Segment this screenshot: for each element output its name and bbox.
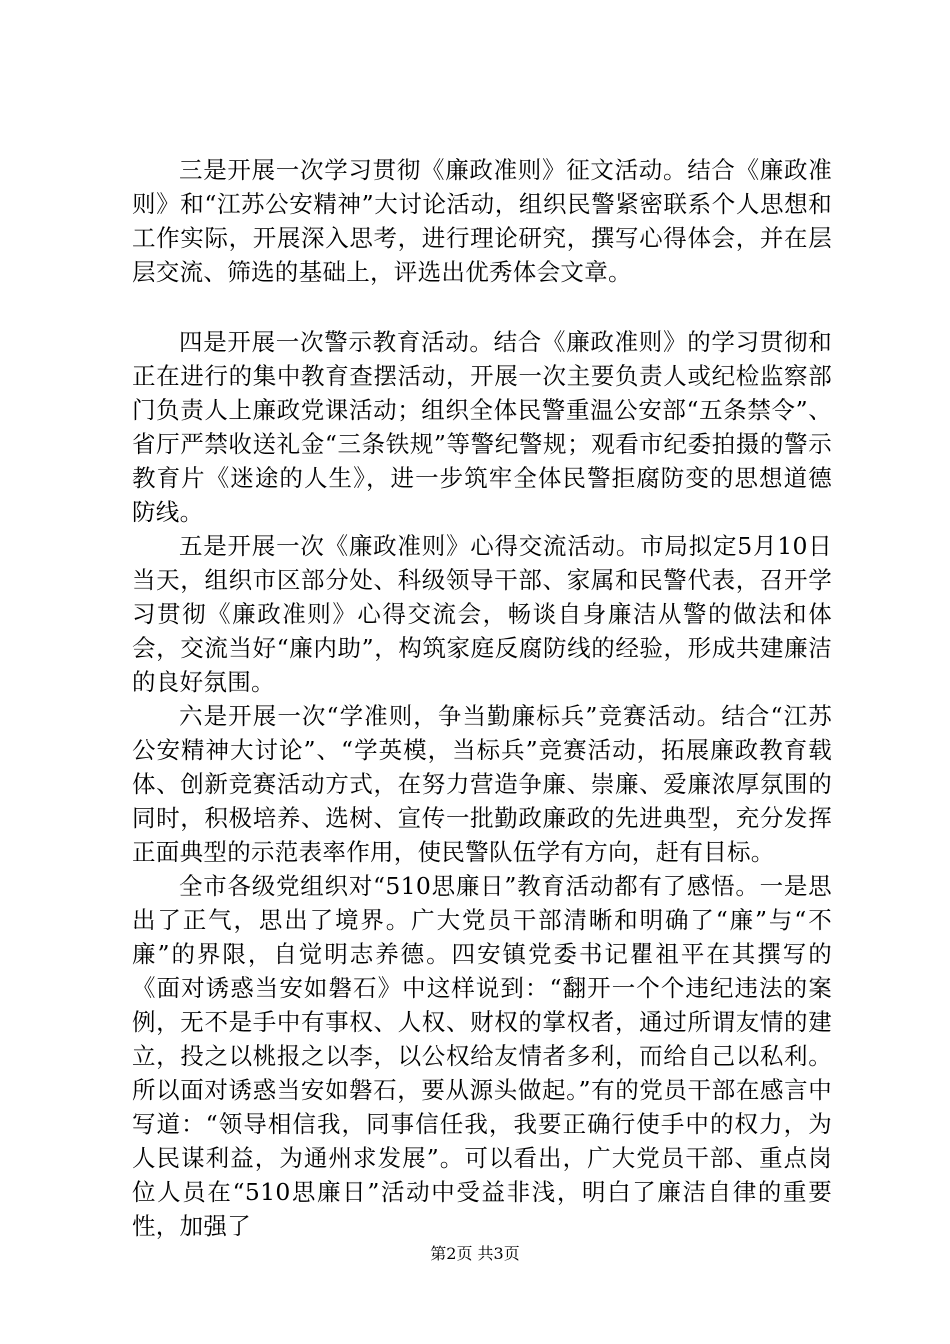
page-footer: 第2页 共3页 — [430, 1244, 520, 1263]
paragraph-essay-activity: 三是开展一次学习贯彻《廉政准则》征文活动。结合《廉政准则》和“江苏公安精神”大讨论活动，组织民警紧密联系个人思想和工作实际，开展深入思考，进行理论研究，撰写心得体会，并在层层交流、筛选的基础上，评选出优秀体会文章。 — [132, 156, 832, 286]
document-body — [132, 153, 832, 1243]
paragraph-competition-activity: 六是开展一次“学准则，争当勤廉标兵”竞赛活动。结合“江苏公安精神大讨论”、“学英模，当标兵”竞赛活动，拓展廉政教育载体、创新竞赛活动方式，在努力营造争廉、崇廉、爱廉浓厚氛围的同时，积极培养、选树、宣传一批勤政廉政的先进典型，充分发挥正面典型的示范表率作用，使民警队伍学有方向，赶有目标。 — [132, 702, 832, 866]
paragraph-reflections: 全市各级党组织对“510思廉日”教育活动都有了感悟。一是思出了正气，思出了境界。广大党员干部清晰和明确了“廉”与“不廉”的界限，自觉明志养德。四安镇党委书记瞿祖平在其撰写的《面对诱惑当安如磐石》中这样说到：“翻开一个个违纪违法的案例，无不是手中有事权、人权、财权的掌权者，通过所谓友情的建立，投之以桃报之以李，以公权给友情者多利，而给自己以私利。所以面对诱惑当安如磐石，要从源头做起。”有的党员干部在感言中写道：“领导相信我，同事信任我，我要正确行使手中的权力，为人民谋利益，为通州求发展”。可以看出，广大党员干部、重点岗位人员在“510思廉日”活动中受益非浅，明白了廉洁自律的重要性，加强了 — [132, 872, 832, 1240]
paragraph-experience-exchange: 五是开展一次《廉政准则》心得交流活动。市局拟定5月10日当天，组织市区部分处、科级领导干部、家属和民警代表，召开学习贯彻《廉政准则》心得交流会，畅谈自身廉洁从警的做法和体会，交流当好“廉内助”，构筑家庭反腐防线的经验，形成共建廉洁的良好氛围。 — [132, 532, 832, 696]
paragraph-warning-education: 四是开展一次警示教育活动。结合《廉政准则》的学习贯彻和正在进行的集中教育查摆活动，开展一次主要负责人或纪检监察部门负责人上廉政党课活动；组织全体民警重温公安部“五条禁令”、省厅严禁收送礼金“三条铁规”等警纪警规；观看市纪委拍摄的警示教育片《迷途的人生》，进一步筑牢全体民警拒腐防变的思想道德防线。 — [132, 328, 832, 526]
